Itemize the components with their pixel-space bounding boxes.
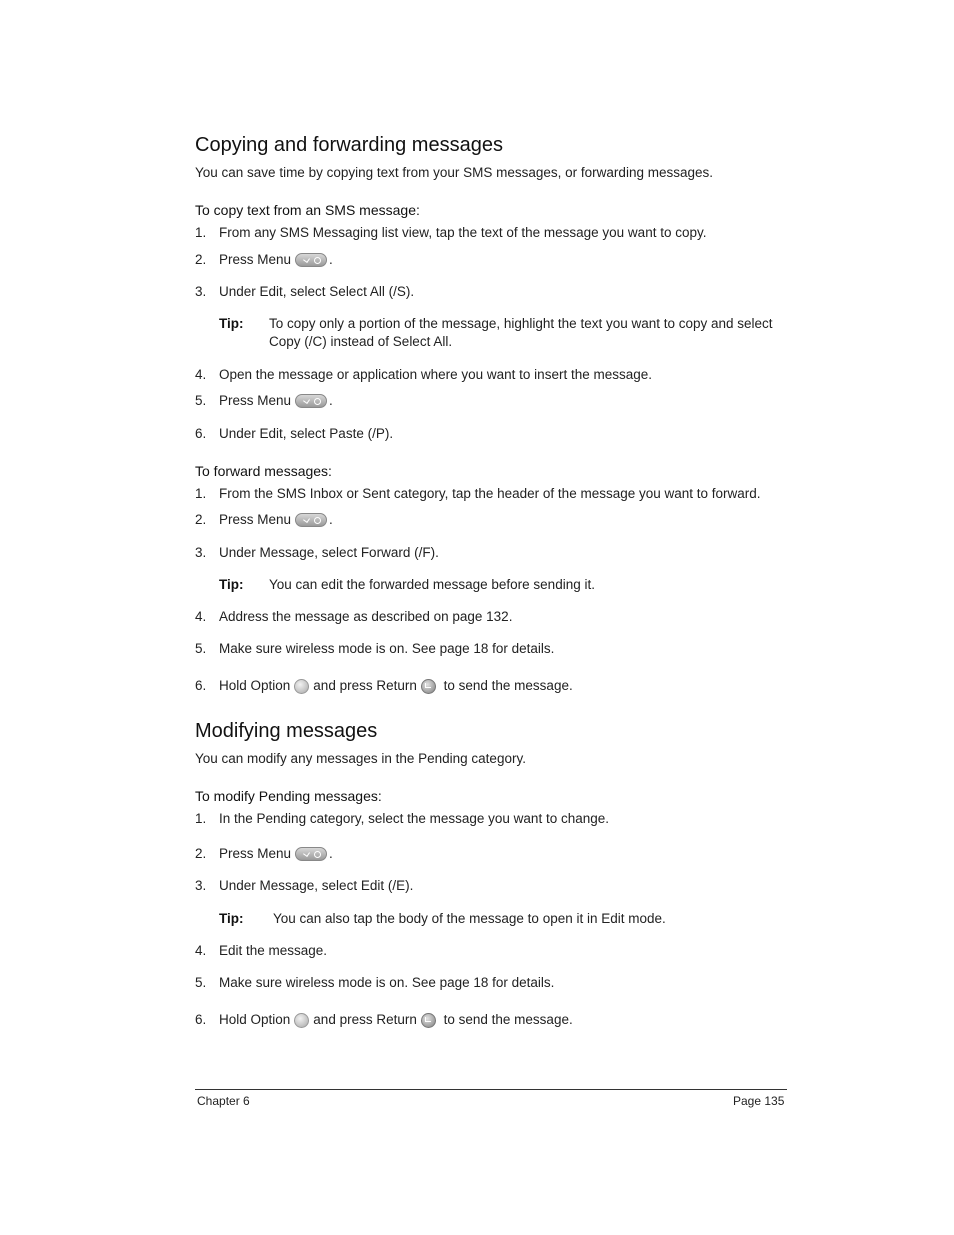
step-text: Edit the message.: [219, 943, 328, 958]
section-intro-copying: You can save time by copying text from your SMS messages, or forwarding messages.: [195, 165, 713, 180]
step-text: From any SMS Messaging list view, tap the text of the message you want to copy.: [219, 225, 707, 240]
section-title-copying: Copying and forwarding messages: [195, 134, 503, 156]
step-text: Press Menu .: [219, 846, 333, 861]
section-title-modifying: Modifying messages: [195, 720, 378, 742]
step-number: 6.: [195, 1012, 207, 1027]
option-key-icon: [294, 679, 309, 694]
menu-key-icon: [295, 394, 327, 408]
step-text: Address the message as described on page 132.: [219, 609, 513, 624]
step-number: 3.: [195, 284, 207, 299]
step-text: Hold Option and press Return to send the message.: [219, 1012, 573, 1027]
tip-label: Tip:: [219, 316, 244, 331]
step-number: 3.: [195, 545, 207, 560]
step-number: 2.: [195, 512, 207, 527]
step-text: Open the message or application where you want to insert the message.: [219, 367, 652, 382]
step-text: Press Menu .: [219, 512, 333, 527]
step-text: Under Message, select Forward (/F).: [219, 545, 439, 560]
subheading-modify: To modify Pending messages:: [195, 788, 382, 804]
step-number: 6.: [195, 426, 207, 441]
step-text: In the Pending category, select the message you want to change.: [219, 811, 609, 826]
footer-rule: [195, 1089, 787, 1090]
step-number: 4.: [195, 609, 207, 624]
step-number: 4.: [195, 943, 207, 958]
step-text: Make sure wireless mode is on. See page 18 for details.: [219, 975, 555, 990]
tip-text: Copy (/C) instead of Select All.: [269, 334, 453, 349]
subheading-forward: To forward messages:: [195, 463, 332, 479]
footer-page-number: Page 135: [733, 1094, 785, 1108]
menu-key-icon: [295, 513, 327, 527]
step-text: Under Edit, select Paste (/P).: [219, 426, 394, 441]
step-number: 1.: [195, 225, 207, 240]
subheading-copy-text: To copy text from an SMS message:: [195, 202, 420, 218]
section-intro-modifying: You can modify any messages in the Pending category.: [195, 751, 526, 766]
menu-key-icon: [295, 847, 327, 861]
tip-label: Tip:: [219, 911, 244, 926]
step-number: 2.: [195, 252, 207, 267]
return-key-icon: [421, 1013, 436, 1028]
step-number: 5.: [195, 975, 207, 990]
step-text: Press Menu .: [219, 252, 333, 267]
step-text: Under Edit, select Select All (/S).: [219, 284, 415, 299]
return-key-icon: [421, 679, 436, 694]
step-text: Make sure wireless mode is on. See page 18 for details.: [219, 641, 555, 656]
step-text: Under Message, select Edit (/E).: [219, 878, 414, 893]
step-text: From the SMS Inbox or Sent category, tap the header of the message you want to forward.: [219, 486, 761, 501]
option-key-icon: [294, 1013, 309, 1028]
step-number: 5.: [195, 393, 207, 408]
menu-key-icon: [295, 253, 327, 267]
tip-text: You can edit the forwarded message before sending it.: [269, 577, 595, 592]
step-number: 1.: [195, 811, 207, 826]
tip-text: To copy only a portion of the message, highlight the text you want to copy and select: [269, 316, 773, 331]
step-number: 2.: [195, 846, 207, 861]
step-text: Press Menu .: [219, 393, 333, 408]
footer-chapter: Chapter 6: [197, 1094, 250, 1108]
step-text: Hold Option and press Return to send the message.: [219, 678, 573, 693]
step-number: 5.: [195, 641, 207, 656]
step-number: 3.: [195, 878, 207, 893]
step-number: 6.: [195, 678, 207, 693]
step-number: 4.: [195, 367, 207, 382]
step-number: 1.: [195, 486, 207, 501]
tip-label: Tip:: [219, 577, 244, 592]
tip-text: You can also tap the body of the message to open it in Edit mode.: [273, 911, 666, 926]
